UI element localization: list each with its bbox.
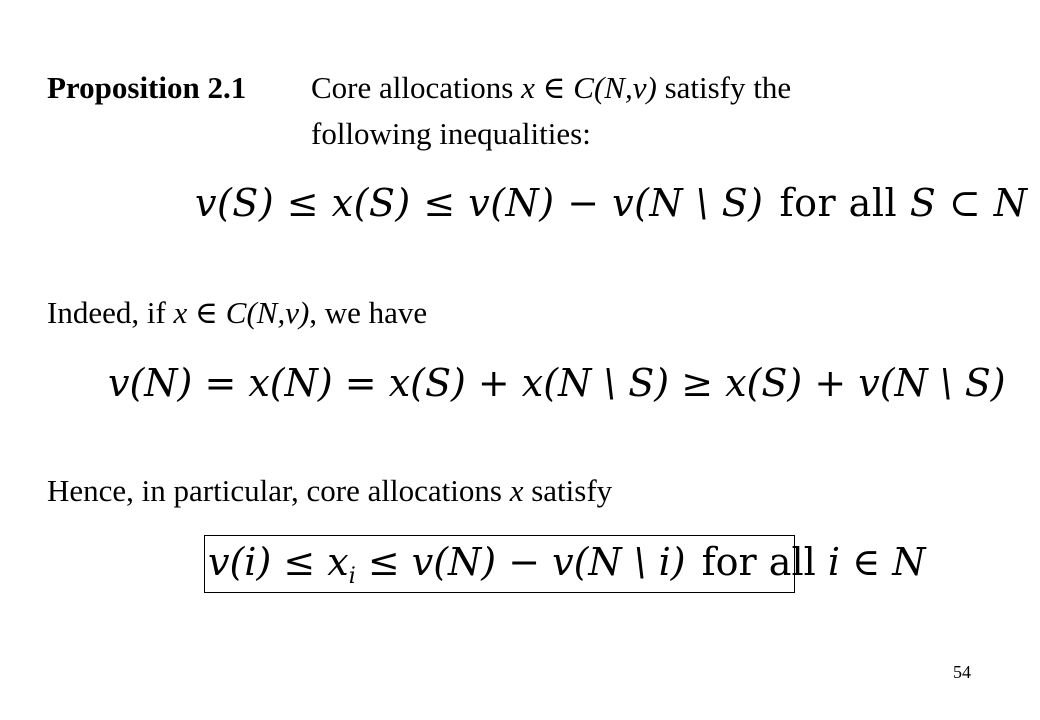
proposition-core-args: (N,v) (593, 70, 657, 105)
indeed-core-args: (N,v) (246, 295, 310, 330)
hence-pre: Hence, in particular, core allocations (47, 473, 510, 508)
indeed-pre: Indeed, if (47, 295, 174, 330)
formula-derivation (108, 361, 1006, 405)
formula-individual-bounds (208, 540, 926, 591)
formula1-expression: v(S) ≤ x(S) ≤ v(N) − v(N \ S) (195, 181, 764, 225)
formula3-condition: i ∈ N (827, 540, 926, 584)
proposition-line1-pre: Core allocations (311, 70, 522, 105)
page-number: 54 (953, 662, 971, 682)
formula2-expression: v(N) = x(N) = x(S) + x(N \ S) ≥ x(S) + v(N \ S) (108, 361, 1006, 405)
indeed-x: x (173, 295, 188, 330)
formula-core-inequalities (195, 181, 1028, 225)
hence-statement (47, 473, 612, 509)
formula1-for-all: for all (779, 181, 898, 225)
formula3-subscript: i (348, 564, 356, 589)
proposition-line2-text: following inequalities: (311, 116, 591, 151)
hence-post: satisfy (523, 473, 613, 508)
indeed-statement (47, 295, 427, 331)
formula3-part1: v(i) ≤ x (208, 540, 349, 584)
indeed-post: , we have (309, 295, 428, 330)
proposition-statement-line1 (311, 70, 791, 106)
formula3-part2: ≤ v(N) − v(N \ i) (355, 540, 686, 584)
proposition-statement-line2 (311, 116, 591, 152)
indeed-core: C (225, 295, 247, 330)
indeed-elem: ∈ (187, 295, 226, 330)
proposition-x: x (521, 70, 535, 105)
proposition-line1-post: satisfy the (656, 70, 792, 105)
proposition-core: C (573, 70, 594, 105)
formula1-condition: S ⊂ N (909, 181, 1028, 225)
formula3-for-all: for all (701, 540, 816, 584)
proposition-elem: ∈ (534, 70, 574, 105)
proposition-label-text: Proposition 2.1 (47, 70, 247, 105)
proposition-label (47, 70, 246, 106)
hence-x: x (509, 473, 524, 508)
